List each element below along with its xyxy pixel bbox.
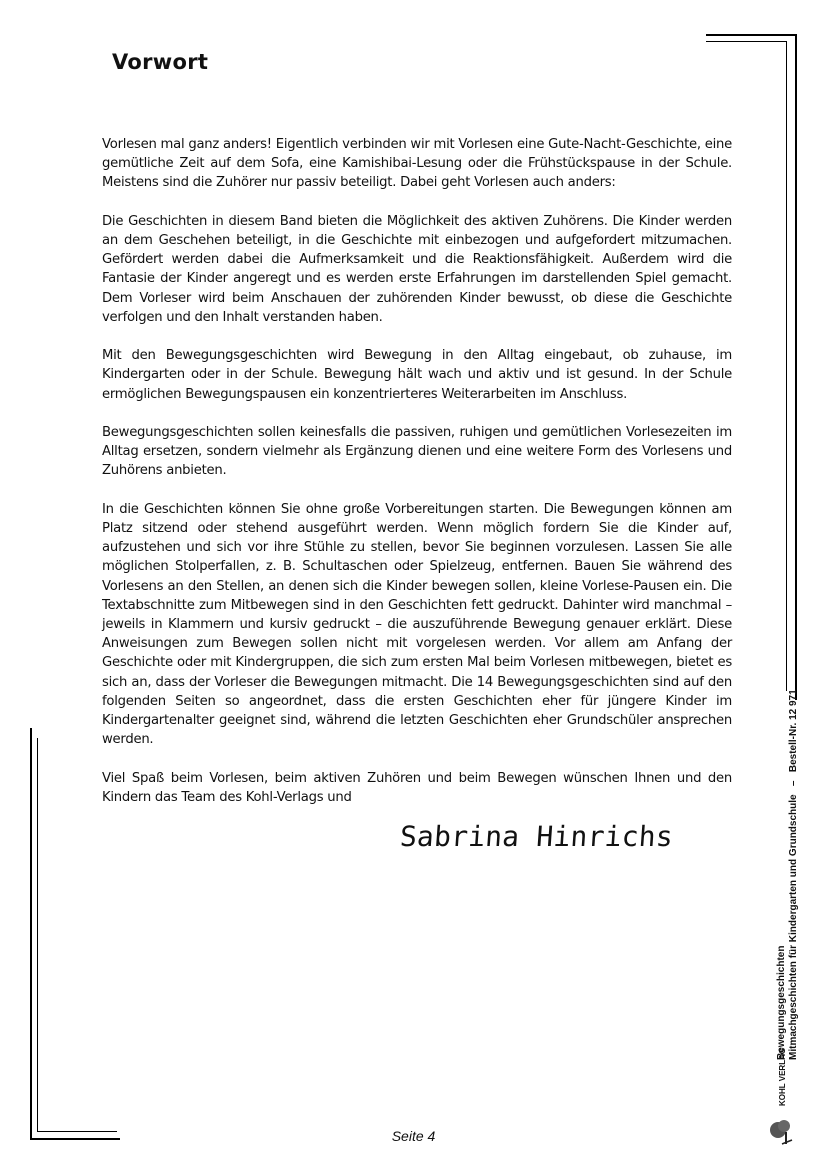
frame-right-line-inner (786, 41, 787, 691)
paragraph: Vorlesen mal ganz anders! Eigentlich verbinden wir mit Vorlesen eine Gute-Nacht-Geschichte, eine gemütliche Zeit auf dem Sofa, eine Kamishibai-Lesung oder die Frühstückspause in der Schule. Meistens sind die Zuhörer nur passiv beteiligt. Dabei geht Vorlesen auch anders: (102, 137, 732, 191)
paragraph: Viel Spaß beim Vorlesen, beim aktiven Zuhören und beim Bewegen wünschen Ihnen und den Kindern das Team des Kohl-Verlags und (102, 770, 732, 805)
paragraph: In die Geschichten können Sie ohne große Vorbereitungen starten. Die Bewegungen können am Platz sitzend oder stehend ausgeführt werden. Wenn möglich fordern Sie die Kinder auf, aufzustehen und sich vor ihre Stühle zu stellen, bevor Sie beginnen vorzulesen. Lassen Sie alle möglichen Stolperfallen, z. B. Schultaschen oder Spielzeug, entfernen. Bauen Sie während des Vorlesens an den Stellen, an denen sich die Kinder bewegen sollen, kleine Vorlese-Pausen ein. Die Textabschnitte zum Mitbewegen sind in den Geschichten fett gedruckt. Dahinter wird manchmal – jeweils in Klammern und kursiv gedruckt – die auszuführende Bewegung genauer erklärt. Diese Anweisungen zum Bewegen sollen nicht mit vorgelesen werden. Vor allem am Anfang der Geschichte oder mit Kindergruppen, die sich zum ersten Mal beim Vorlesen mitbewegen, bietet es sich an, dass der Vorleser die Bewegungen mitmacht. Die 14 Bewegungsgeschichten sind auf den folgenden Seiten so angeordnet, dass die ersten Geschichten eher für jüngere Kinder im Kindergartenalter geeignet sind, während die letzten Geschichten eher Grundschüler ansprechen werden. (102, 501, 732, 748)
order-number: Bestell-Nr. 12 971 (788, 689, 799, 773)
separator: – (788, 780, 799, 787)
paragraph: Die Geschichten in diesem Band bieten die Möglichkeit des aktiven Zuhörens. Die Kinder werden an dem Geschehen beteiligt, in die Geschichte mit einbezogen und aufgefordert mitzumachen. Gefördert werden dabei die Aufmerksamkeit und die Reaktionsfähigkeit. Außerdem wird die Fantasie der Kinder angeregt und es werden erste Erfahrungen im darstellenden Spiel gemacht. Dem Vorleser wird beim Anschauen der zuhörenden Kinder bewusst, ob diese die Geschichte verfolgen und den Inhalt verstanden haben. (102, 213, 732, 325)
frame-left-line-inner (37, 738, 38, 1132)
frame-top-line (706, 34, 796, 36)
paragraph: Bewegungsgeschichten sollen keinesfalls die passiven, ruhigen und gemütlichen Vorlesezeiten im Alltag ersetzen, sondern vielmehr als Ergänzung dienen und eine weitere Form des Vorlesens und Zuhörens anbieten. (102, 425, 732, 479)
book-subtitle-line (788, 680, 800, 1060)
paragraph: Mit den Bewegungsgeschichten wird Bewegung in den Alltag eingebaut, ob zuhause, im Kindergarten oder in der Schule. Bewegung hält wach und aktiv und ist gesund. In der Schule ermöglichen Bewegungspausen ein konzentrierteres Weiterarbeiten im Anschluss. (102, 348, 732, 402)
frame-top-line-inner (706, 41, 786, 42)
frame-right-line (795, 34, 797, 700)
book-subtitle: Mitmachgeschichten für Kindergarten und Grundschule (788, 794, 799, 1060)
author-signature: Sabrina Hinrichs (398, 820, 675, 853)
body-text (102, 135, 732, 826)
publisher-logo-text: KOHL VERLAG (778, 1047, 787, 1106)
page-title: Vorwort (112, 50, 209, 74)
book-title: Bewegungsgeschichten (776, 945, 787, 1060)
page-number: Seite 4 (391, 1128, 436, 1144)
publisher-tree-icon (766, 1112, 796, 1146)
side-book-info (776, 680, 800, 1060)
frame-left-line (30, 728, 32, 1140)
